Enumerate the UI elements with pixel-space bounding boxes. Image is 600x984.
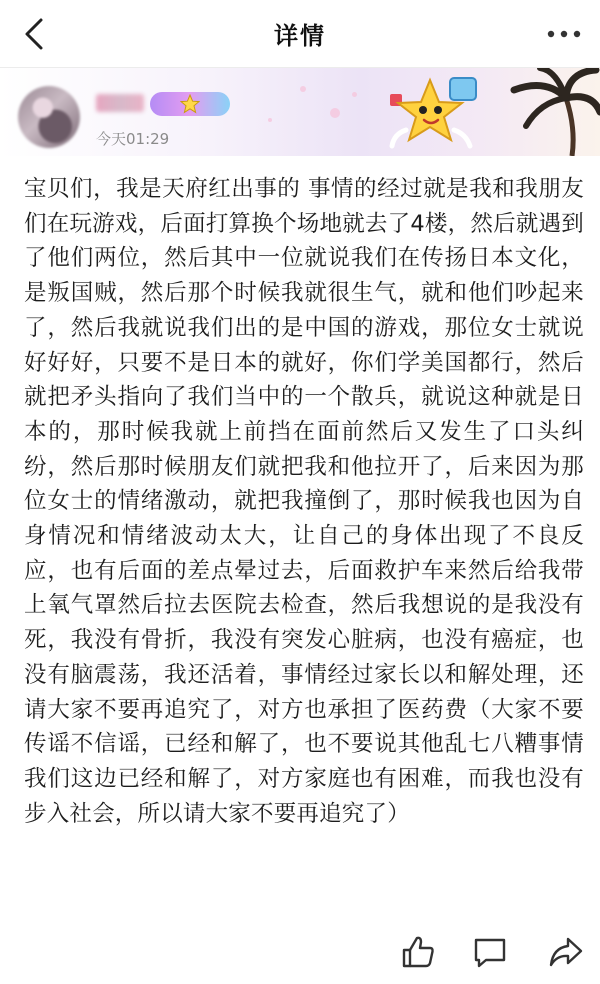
thumbs-up-icon <box>400 934 436 970</box>
post-action-bar <box>0 920 600 980</box>
vip-badge <box>150 92 230 116</box>
author-header <box>0 68 600 156</box>
share-button[interactable] <box>546 932 586 972</box>
post-content: 宝贝们，我是天府红出事的 事情的经过就是我和我朋友们在玩游戏，后面打算换个场地就去了4楼，然后就遇到了他们两位，然后其中一位就说我们在传扬日本文化，是叛国贼，然后那个时候我就很生气，就和他们吵起来了，然后我就说我们出的是中国的游戏，那位女士就说好好好，只要不是日本的就好，你们学美国都行，然后就把矛头指向了我们当中的一个散兵，就说这种就是日本的，那时候我就上前挡在面前然后又发生了口头纠纷，然后那时候朋友们就把我和他拉开了，后来因为那位女士的情绪激动，就把我撞倒了，那时候我也因为自身情况和情绪波动太大，让自己的身体出现了不良反应，也有后面的差点晕过去，后面救护车来然后给我带上氧气罩然后拉去医院去检查，然后我想说的是我没有死，我没有骨折，我没有突发心脏病，也没有癌症，也没有脑震荡，我还活着，事情经过家长以和解处理，还请大家不要再追究了，对方也承担了医药费（大家不要传谣不信谣，已经和解了，也不要说其他乱七八糟事情我们这边已经和解了，对方家庭也有困难，而我也没有步入社会，所以请大家不要再追究了） <box>24 176 584 827</box>
comment-button[interactable] <box>470 932 510 972</box>
avatar[interactable] <box>18 86 80 148</box>
decor-sparkle <box>330 108 340 118</box>
more-horizontal-icon <box>547 30 581 38</box>
top-nav-bar <box>0 0 600 68</box>
username-blurred[interactable] <box>96 94 144 112</box>
decor-sparkle <box>352 92 357 97</box>
more-options-button[interactable] <box>542 18 586 50</box>
chevron-left-icon <box>23 17 45 51</box>
post-timestamp: 今天01:29 <box>96 130 170 148</box>
page-title: 详情 <box>274 22 326 50</box>
mascot-star-icon <box>386 72 480 156</box>
palm-tree-decor-icon <box>506 68 600 156</box>
star-icon <box>180 94 200 114</box>
share-icon <box>548 934 584 970</box>
decor-sparkle <box>268 118 272 122</box>
like-button[interactable] <box>398 932 438 972</box>
comment-icon <box>472 934 508 970</box>
back-button[interactable] <box>14 14 54 54</box>
decor-sparkle <box>300 86 306 92</box>
